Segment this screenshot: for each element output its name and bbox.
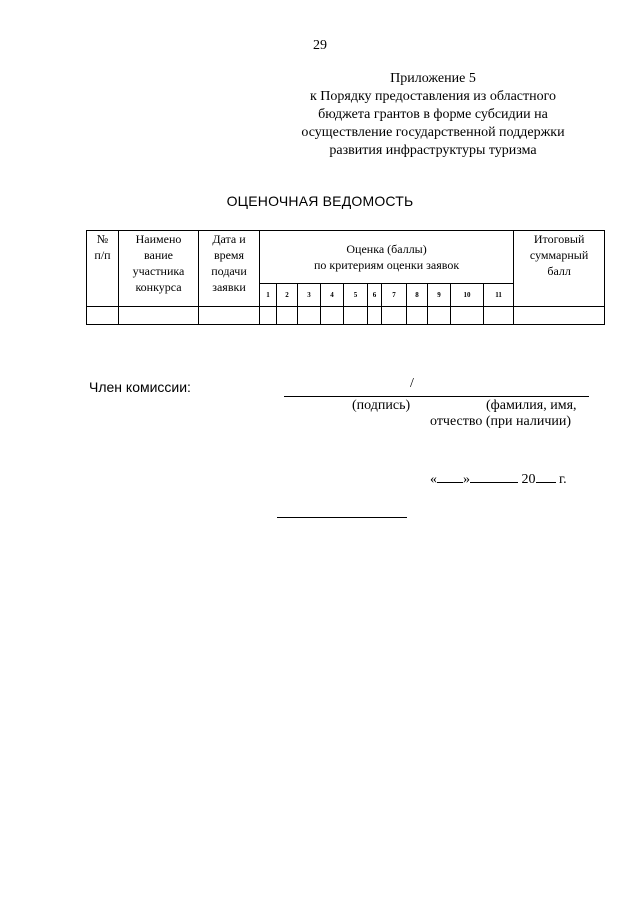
month-blank — [470, 470, 518, 483]
criterion-cell: 10 — [451, 284, 484, 307]
full-name-caption: (фамилия, имя, — [486, 398, 577, 413]
appendix-line: бюджета грантов в форме субсидии на — [318, 107, 548, 122]
criterion-cell: 8 — [407, 284, 428, 307]
appendix-line: к Порядку предоставления из областного — [309, 89, 557, 104]
header-total-score: Итоговый суммарный балл — [514, 231, 605, 307]
appendix-line: Приложение 5 — [390, 71, 476, 86]
table-cell — [277, 307, 298, 325]
signature-slash: / — [410, 376, 414, 391]
year-blank — [536, 470, 556, 483]
criterion-cell: 9 — [428, 284, 451, 307]
criterion-cell: 1 — [260, 284, 277, 307]
criterion-cell: 6 — [368, 284, 382, 307]
year-prefix: 20 — [521, 472, 536, 487]
evaluation-table — [86, 230, 605, 325]
header-participant-name: Наимено вание участника конкурса — [119, 231, 199, 307]
table-row — [87, 307, 605, 325]
criterion-cell: 11 — [484, 284, 514, 307]
appendix-line: развития инфраструктуры туризма — [329, 143, 537, 158]
table-cell — [382, 307, 407, 325]
table-cell — [368, 307, 382, 325]
document-title: ОЦЕНОЧНАЯ ВЕДОМОСТЬ — [226, 193, 414, 209]
table-cell — [321, 307, 344, 325]
table-header-row — [87, 231, 605, 284]
commission-member-label: Член комиссии: — [89, 379, 191, 395]
criterion-cell: 7 — [382, 284, 407, 307]
table-cell — [514, 307, 605, 325]
year-suffix: г. — [559, 472, 567, 487]
table-cell — [199, 307, 260, 325]
table-cell — [119, 307, 199, 325]
criterion-cell: 4 — [321, 284, 344, 307]
day-blank — [437, 470, 463, 483]
header-submission-date: Дата и время подачи заявки — [199, 231, 260, 307]
signature-caption: (подпись) — [352, 398, 411, 413]
table-cell — [298, 307, 321, 325]
appendix-line: осуществление государственной поддержки — [301, 125, 565, 140]
date-line — [430, 470, 567, 488]
criterion-cell: 3 — [298, 284, 321, 307]
signature-line — [284, 396, 589, 397]
header-score: Оценка (баллы) по критериям оценки заявок — [260, 231, 514, 284]
appendix-block — [283, 70, 583, 160]
date-close-quote: » — [463, 472, 470, 487]
table-cell — [451, 307, 484, 325]
criterion-cell: 2 — [277, 284, 298, 307]
table-cell — [428, 307, 451, 325]
table-cell — [344, 307, 368, 325]
date-open-quote: « — [430, 472, 437, 487]
table-cell — [87, 307, 119, 325]
table-cell — [407, 307, 428, 325]
header-number: № п/п — [87, 231, 119, 307]
end-rule — [277, 517, 407, 518]
criterion-cell: 5 — [344, 284, 368, 307]
page-number: 29 — [313, 38, 327, 53]
table-cell — [484, 307, 514, 325]
table-cell — [260, 307, 277, 325]
patronymic-caption: отчество (при наличии) — [430, 414, 572, 429]
